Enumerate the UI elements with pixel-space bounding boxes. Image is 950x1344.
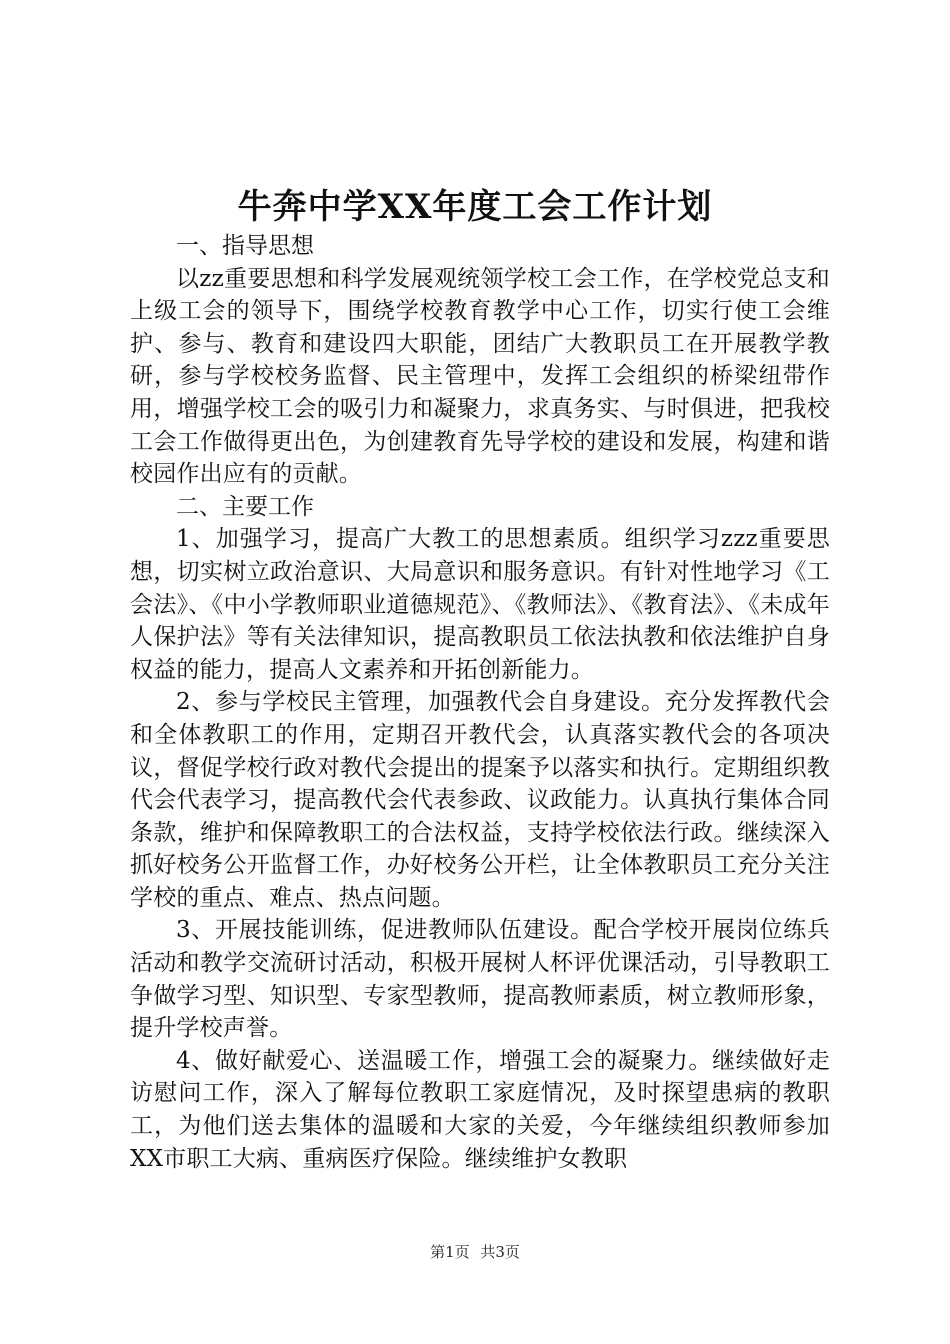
document-title: 牛奔中学XX年度工会工作计划 bbox=[237, 187, 713, 227]
page-number: 第1页 bbox=[430, 1243, 470, 1261]
paragraph-item-1: 1、加强学习，提高广大教工的思想素质。组织学习zzz重要思想，切实树立政治意识、大局意识和服务意识。有针对性地学习《工会法》、《中小学教师职业道德规范》、《教师法》、《教育法》、《未成年人保护法》等有关法律知识，提高教职员工依法执教和依法维护自身权益的能力，提高人文素养和开拓创新能力。 bbox=[130, 526, 830, 683]
document-body bbox=[130, 230, 830, 1175]
paragraph-item-2: 2、参与学校民主管理，加强教代会自身建设。充分发挥教代会和全体教职工的作用，定期召开教代会，认真落实教代会的各项决议，督促学校行政对教代会提出的提案予以落实和执行。定期组织教代会代表学习，提高教代会代表参政、议政能力。认真执行集体合同条款，维护和保障教职工的合法权益，支持学校依法行政。继续深入抓好校务公开监督工作，办好校务公开栏，让全体教职员工充分关注学校的重点、难点、热点问题。 bbox=[130, 689, 830, 911]
page-total: 共3页 bbox=[480, 1243, 520, 1261]
section-heading-main-work: 二、主要工作 bbox=[176, 493, 314, 520]
section-heading-guiding-thought: 一、指导思想 bbox=[176, 233, 314, 259]
paragraph-item-3: 3、开展技能训练，促进教师队伍建设。配合学校开展岗位练兵活动和教学交流研讨活动，积极开展树人杯评优课活动，引导教职工争做学习型、知识型、专家型教师，提高教师素质，树立教师形象，提升学校声誉。 bbox=[130, 917, 830, 1042]
paragraph-guiding-thought: 以zz重要思想和科学发展观统领学校工会工作，在学校党总支和上级工会的领导下，围绕学校教育教学中心工作，切实行使工会维护、参与、教育和建设四大职能，团结广大教职员工在开展教学教研，参与学校校务监督、民主管理中，发挥工会组织的桥梁纽带作用，增强学校工会的吸引力和凝聚力，求真务实、与时俱进，把我校工会工作做得更出色，为创建教育先导学校的建设和发展，构建和谐校园作出应有的贡献。 bbox=[130, 265, 830, 488]
page-footer bbox=[0, 1241, 950, 1262]
paragraph-item-4: 4、做好献爱心、送温暖工作，增强工会的凝聚力。继续做好走访慰问工作，深入了解每位教职工家庭情况，及时探望患病的教职工，为他们送去集体的温暖和大家的关爱，今年继续组织教师参加XX市职工大病、重病医疗保险。继续维护女教职 bbox=[130, 1047, 830, 1172]
